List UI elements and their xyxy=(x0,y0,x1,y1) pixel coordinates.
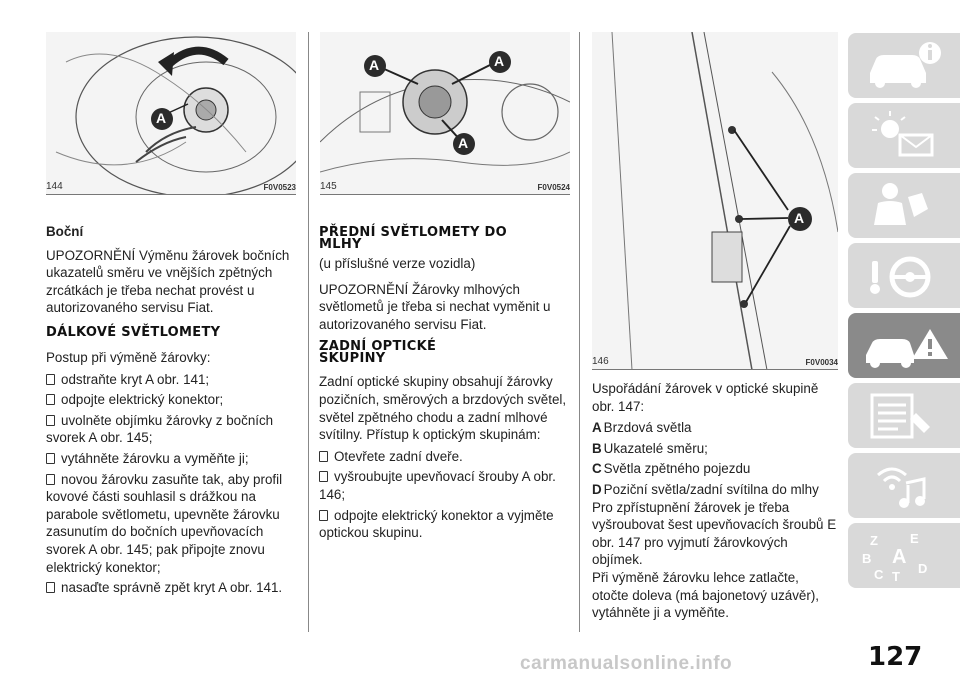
column-2-text xyxy=(319,227,571,545)
figure-number: 145 xyxy=(320,181,337,192)
figure-code: F0V0523 xyxy=(263,183,296,192)
step-item: uvolněte objímku žárovky z bočních svorek A obr. 145; xyxy=(46,412,274,446)
tab-safety[interactable] xyxy=(848,173,960,238)
index-letter: E xyxy=(910,531,919,546)
fog-light-illustration xyxy=(320,32,570,195)
tab-emergency[interactable] xyxy=(848,313,960,378)
tab-car-info[interactable] xyxy=(848,33,960,98)
checkbox-icon xyxy=(319,451,328,462)
maintenance-list-icon xyxy=(848,383,960,448)
index-letter: A xyxy=(892,546,907,568)
figure-label: A xyxy=(369,57,380,73)
heading-predni: PŘEDNÍ SVĚTLOMETY DO MLHY xyxy=(319,225,507,252)
tab-maintenance[interactable] xyxy=(848,383,960,448)
rear-light-illustration xyxy=(592,32,838,370)
checkbox-icon xyxy=(319,510,328,521)
steering-wheel-icon xyxy=(848,243,960,308)
bulb-item: B Ukazatelé směru; xyxy=(592,440,708,456)
figure-code: F0V0524 xyxy=(537,183,570,192)
figure-label: A xyxy=(458,135,469,151)
breakdown-warning-icon xyxy=(848,313,960,378)
column-divider xyxy=(579,32,580,632)
checkbox-icon xyxy=(46,474,55,485)
figure-146 xyxy=(592,32,838,370)
checkbox-icon xyxy=(46,394,55,405)
heading-bocni: Boční xyxy=(46,224,84,239)
bulb-item: D Poziční světla/zadní svítilna do mlhy xyxy=(592,481,819,497)
dashboard-lights-icon xyxy=(848,103,960,168)
paragraph-zadni: Zadní optické skupiny obsahují žárovky pozičních, směrových a brzdových světel, světel zpětného chodu a zadní mlhové svítilny. Přístup k optickým skupinám: xyxy=(319,374,567,443)
step-item: vyšroubujte upevňovací šrouby A obr. 146; xyxy=(319,469,556,502)
checkbox-icon xyxy=(46,374,55,385)
figure-144 xyxy=(46,32,296,195)
checkbox-icon xyxy=(46,582,55,593)
headlight-bulb-illustration xyxy=(46,32,296,195)
checkbox-icon xyxy=(319,471,328,482)
bulb-item: A Brzdová světla xyxy=(592,420,692,436)
step-item: odpojte elektrický konektor; xyxy=(46,391,296,409)
safety-airbag-icon xyxy=(848,173,960,238)
paragraph-upozorneni: UPOZORNĚNÍ Výměnu žárovek bočních ukazatelů směru ve vnějších zpětných zrcátkách je třeba nechat provést u autorizovaného servisu Fiat. xyxy=(46,247,290,316)
column-1-text xyxy=(46,223,296,600)
index-letter: C xyxy=(874,567,884,582)
step-item: novou žárovku zasuňte tak, aby profil kovové části souhlasil s drážkou na parabole světlometu, upevněte žárovku zasunutím do bočních upevňovacích svorek A obr. 145; pak připojte znovu elektrický konektor; xyxy=(46,471,283,575)
index-alphabet-icon xyxy=(848,523,960,588)
figure-label: A xyxy=(156,110,167,126)
figure-label: A xyxy=(794,210,805,226)
figure-code: F0V0034 xyxy=(805,358,838,367)
bulb-item: C Světla zpětného pojezdu xyxy=(592,461,751,477)
paragraph-postup: Postup při výměně žárovky: xyxy=(46,349,211,365)
step-item: odpojte elektrický konektor a vyjměte optickou skupinu. xyxy=(319,507,554,541)
figure-label: A xyxy=(494,53,505,69)
step-item: Otevřete zadní dveře. xyxy=(319,448,571,466)
tab-starting-driving[interactable] xyxy=(848,243,960,308)
index-letter: B xyxy=(862,551,872,566)
figure-number: 146 xyxy=(592,356,609,367)
index-letter: Z xyxy=(870,533,878,548)
heading-zadni: ZADNÍ OPTICKÉ SKUPINY xyxy=(319,339,437,367)
paragraph-upozorneni: UPOZORNĚNÍ Žárovky mlhových světlometů je třeba si nechat vyměnit u autorizovaného servisu Fiat. xyxy=(319,281,551,332)
paragraph-verze: (u příslušné verze vozidla) xyxy=(319,256,476,271)
paragraph-usporadani: Uspořádání žárovek v optické skupině obr. 147: xyxy=(592,381,819,414)
step-item: nasaďte správně zpět kryt A obr. 141. xyxy=(46,579,296,597)
step-item: odstraňte kryt A obr. 141; xyxy=(46,371,296,389)
tab-index[interactable] xyxy=(848,523,960,588)
index-letter: D xyxy=(918,561,928,576)
paragraph-pristup: Pro zpřístupnění žárovek je třeba vyšroubovat šest upevňovacích šroubů E obr. 147 pro vyjmutí žárovkových objímek. xyxy=(592,499,837,568)
figure-number: 144 xyxy=(46,181,63,192)
checkbox-icon xyxy=(46,453,55,464)
page-number: 127 xyxy=(868,642,923,672)
figure-145 xyxy=(320,32,570,195)
column-3-text xyxy=(592,380,838,626)
step-item: vytáhněte žárovku a vyměňte ji; xyxy=(46,450,296,468)
column-divider xyxy=(308,32,309,632)
watermark: carmanualsonline.info xyxy=(520,653,733,674)
multimedia-icon xyxy=(848,453,960,518)
paragraph-vymena: Při výměně žárovku lehce zatlačte, otočte doleva (má bajonetový uzávěr), vytáhněte ji a vyměňte. xyxy=(592,569,820,621)
tab-dashboard[interactable] xyxy=(848,103,960,168)
checkbox-icon xyxy=(46,415,55,426)
tab-multimedia[interactable] xyxy=(848,453,960,518)
heading-dalkove: DÁLKOVÉ SVĚTLOMETY xyxy=(46,324,221,340)
index-letter: T xyxy=(892,569,900,584)
car-info-icon xyxy=(848,33,960,98)
